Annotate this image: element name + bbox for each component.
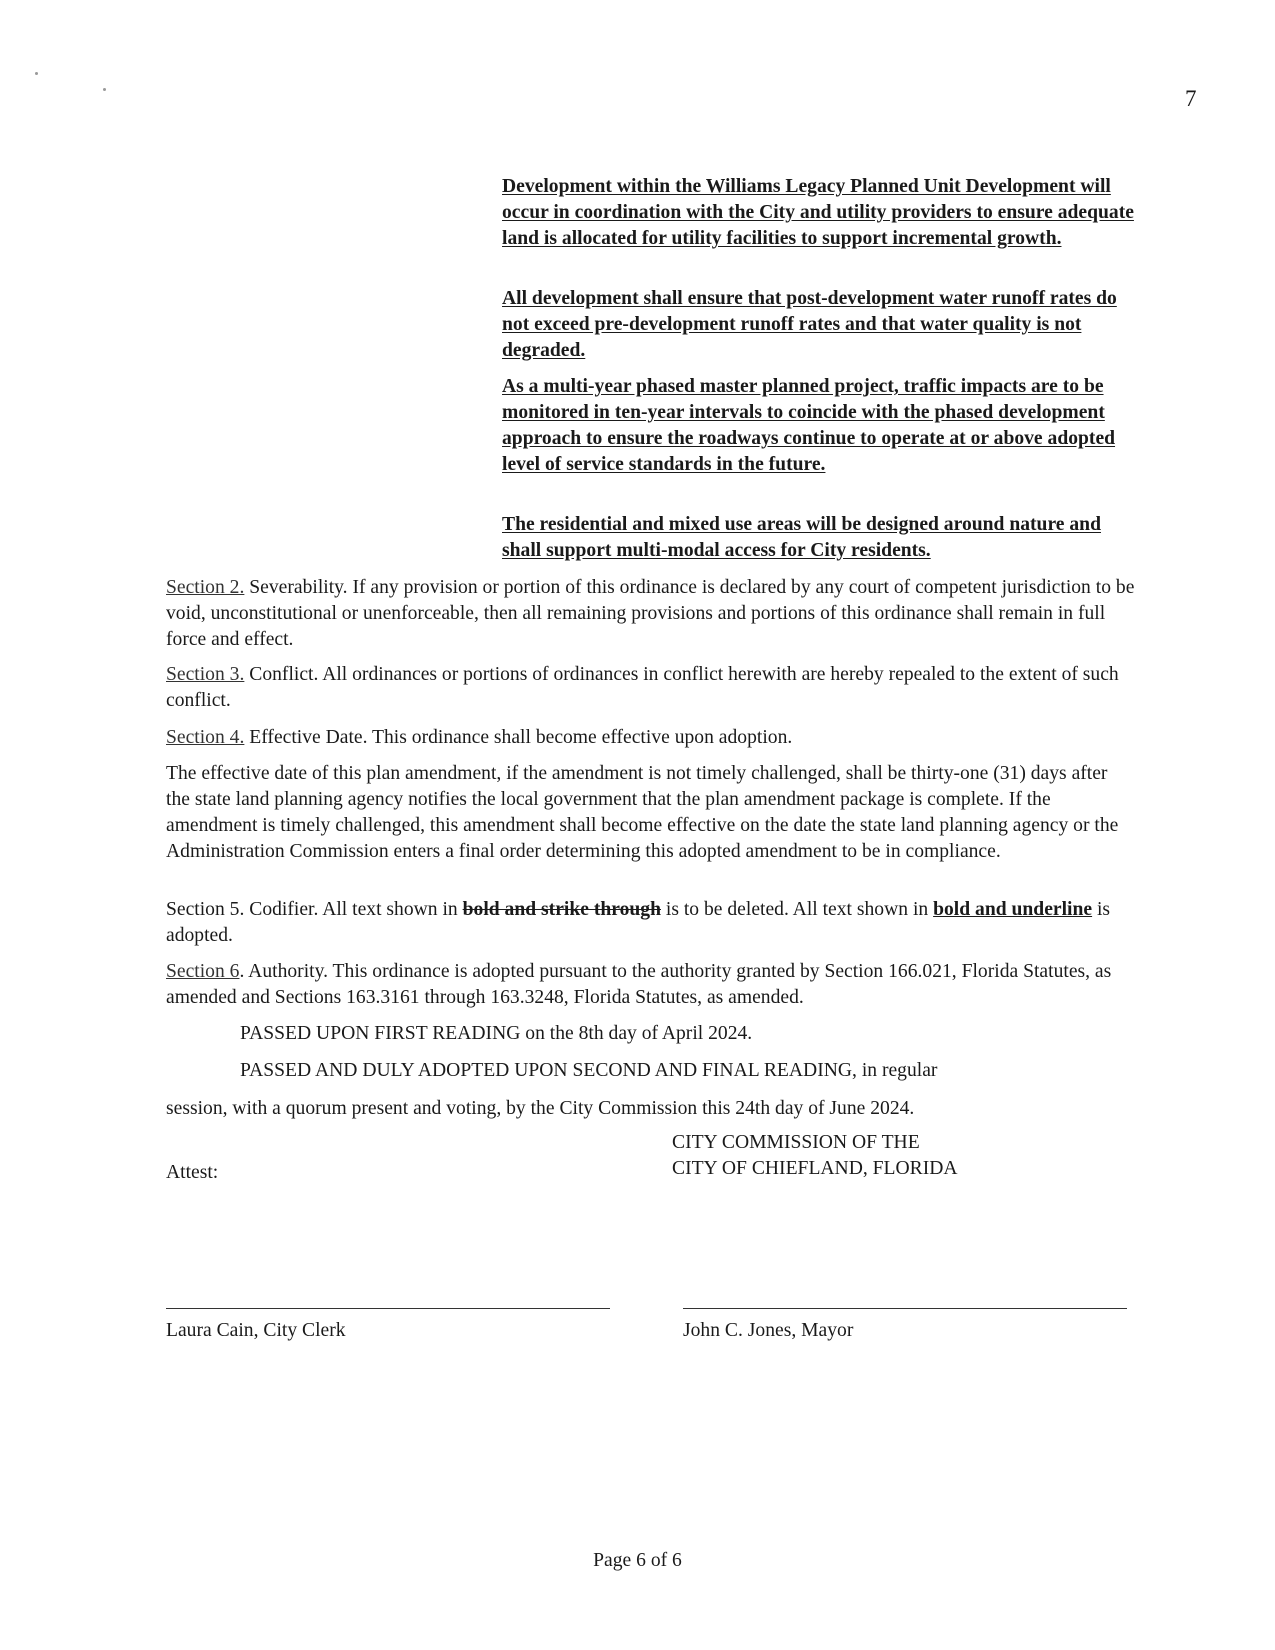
- amendment-traffic-impacts: As a multi-year phased master planned project, traffic impacts are to be monitored in ten-year intervals to coincide with the phased development approach to ensure the roadways continue to operate at or above adopted level of service standards in the future.: [502, 376, 1116, 475]
- page-number: 7: [1185, 86, 1197, 111]
- commission-title-line2: CITY OF CHIEFLAND, FLORIDA: [672, 1158, 958, 1179]
- scan-speck: [35, 72, 38, 75]
- attest-label: Attest:: [166, 1162, 219, 1183]
- section-label: Section 6: [166, 961, 240, 982]
- amendment-water-runoff: All development shall ensure that post-development water runoff rates do not exceed pre-development runoff rates and that water quality is not degraded.: [502, 288, 1117, 361]
- section-6-authority: [166, 959, 1136, 1011]
- section-label: Section 3.: [166, 664, 245, 685]
- section-text: Conflict. All ordinances or portions of ordinances in conflict herewith are hereby repealed to the extent of such conflict.: [166, 664, 1119, 711]
- second-reading-line2: session, with a quorum present and voting, by the City Commission this 24th day of June 2024.: [166, 1098, 915, 1119]
- bold-underline-sample: bold and underline: [933, 899, 1093, 920]
- commission-title-line1: CITY COMMISSION OF THE: [672, 1132, 920, 1153]
- amendment-utility-coordination: Development within the Williams Legacy Planned Unit Development will occur in coordination with the City and utility providers to ensure adequate land is allocated for utility facilities to support incremental growth.: [502, 176, 1134, 249]
- mayor-name: John C. Jones, Mayor: [683, 1320, 854, 1341]
- section-text: Effective Date. This ordinance shall become effective upon adoption.: [244, 727, 793, 748]
- page-footer: Page 6 of 6: [593, 1550, 682, 1571]
- first-reading: PASSED UPON FIRST READING on the 8th day of April 2024.: [240, 1023, 753, 1044]
- section-text: . Authority. This ordinance is adopted pursuant to the authority granted by Section 166.021, Florida Statutes, as amended and Sections 163.3161 through 163.3248, Florida Statutes, as amended.: [166, 961, 1112, 1008]
- section-label: Section 4.: [166, 727, 245, 748]
- section-2-severability: [166, 575, 1136, 653]
- section-text: is to be deleted. All text shown in: [660, 899, 934, 920]
- section-text: Severability. If any provision or portion of this ordinance is declared by any court of competent jurisdiction to be void, unconstitutional or unenforceable, then all remaining provisions and portions of this ordinance shall remain in full force and effect.: [166, 577, 1135, 650]
- section-text: is adopted.: [166, 899, 1111, 946]
- section-text: Codifier. All text shown in: [244, 899, 463, 920]
- section-4-effective-date: [166, 725, 1136, 751]
- effective-date-paragraph: The effective date of this plan amendment, if the amendment is not timely challenged, shall be thirty-one (31) days after the state land planning agency notifies the local government that the plan amendment package is complete. If the amendment is timely challenged, this amendment shall become effective on the date the state land planning agency or the Administration Commission enters a final order determining this adopted amendment to be in compliance.: [166, 763, 1119, 862]
- scan-speck: [103, 88, 106, 91]
- clerk-name: Laura Cain, City Clerk: [166, 1320, 346, 1341]
- clerk-signature-line: [166, 1308, 610, 1309]
- mayor-signature-line: [683, 1308, 1127, 1309]
- section-5-codifier: [166, 897, 1136, 949]
- second-reading-line1: PASSED AND DULY ADOPTED UPON SECOND AND FINAL READING, in regular: [240, 1060, 938, 1081]
- section-label: Section 5.: [166, 899, 245, 920]
- amendment-residential-mixed-use: The residential and mixed use areas will be designed around nature and shall support multi-modal access for City residents.: [502, 514, 1101, 561]
- section-label: Section 2.: [166, 577, 245, 598]
- section-3-conflict: [166, 662, 1136, 714]
- strike-through-sample: bold and strike through: [462, 899, 661, 920]
